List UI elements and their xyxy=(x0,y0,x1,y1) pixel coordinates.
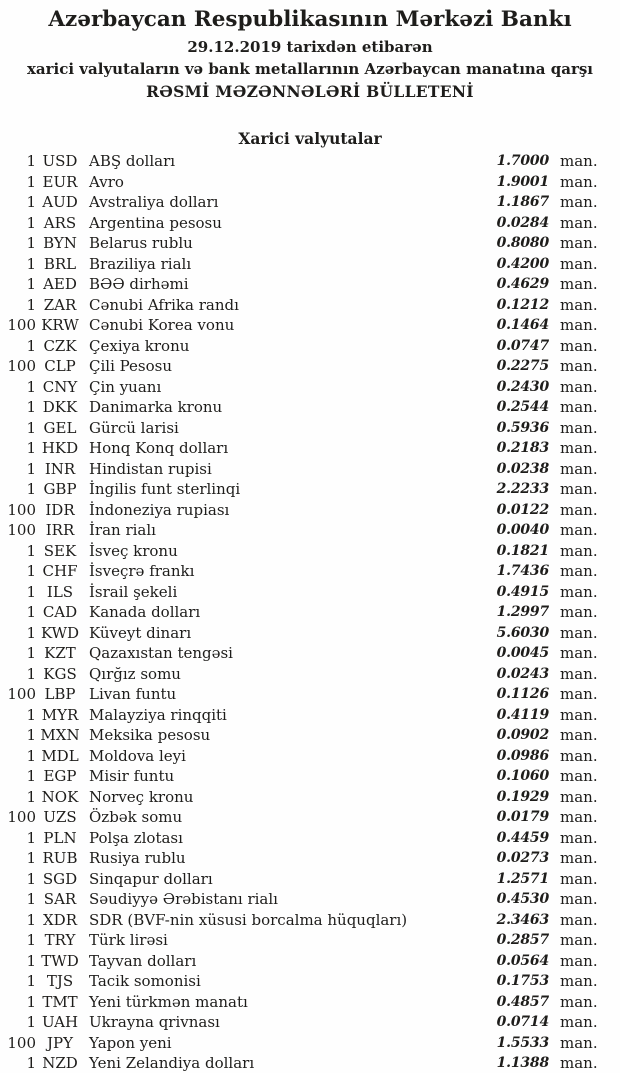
currency-unit: man. xyxy=(560,705,598,724)
bank-title: Azərbaycan Respublikasının Mərkəzi Bankı xyxy=(48,7,572,32)
currency-row xyxy=(6,828,598,849)
currency-row xyxy=(6,377,598,398)
currency-unit: man. xyxy=(560,603,598,622)
currency-code: TWD xyxy=(41,951,79,970)
currency-quantity: 100 xyxy=(7,685,36,704)
currency-code: EUR xyxy=(42,172,78,191)
currency-code: GBP xyxy=(43,480,77,499)
currency-code: AUD xyxy=(42,193,78,212)
currency-unit: man. xyxy=(560,357,598,376)
currency-rate: 0.0564 xyxy=(496,952,549,969)
currency-quantity: 1 xyxy=(26,951,36,970)
currency-quantity: 1 xyxy=(26,377,36,396)
currency-row xyxy=(6,889,598,910)
currency-rate: 0.5936 xyxy=(496,419,549,436)
currency-quantity: 1 xyxy=(26,992,36,1011)
currency-row xyxy=(6,848,598,869)
currency-code: CLP xyxy=(44,357,76,376)
currency-quantity: 1 xyxy=(26,767,36,786)
currency-code: XDR xyxy=(43,910,77,929)
currency-row xyxy=(6,623,598,644)
currency-unit: man. xyxy=(560,931,598,950)
currency-name: Səudiyyə Ərəbistanı rialı xyxy=(89,890,278,909)
currency-rate: 0.1126 xyxy=(496,686,549,703)
currency-name: Livan funtu xyxy=(89,685,177,704)
currency-rate: 0.1821 xyxy=(496,542,549,559)
currency-name: Yeni Zelandiya dolları xyxy=(89,1054,255,1073)
currency-name: İsveçrə frankı xyxy=(89,562,195,581)
currency-quantity: 100 xyxy=(7,521,36,540)
currency-quantity: 1 xyxy=(26,828,36,847)
currency-rate: 0.0284 xyxy=(496,214,549,231)
currency-row xyxy=(6,213,598,234)
currency-rate: 0.0986 xyxy=(496,747,549,764)
currency-quantity: 1 xyxy=(26,623,36,642)
currency-name: Özbək somu xyxy=(89,808,183,827)
currency-code: KWD xyxy=(40,623,80,642)
currency-code: PLN xyxy=(43,828,77,847)
currency-name: Yeni türkmən manatı xyxy=(89,992,248,1011)
currency-code: NOK xyxy=(41,787,79,806)
currency-quantity: 1 xyxy=(26,1013,36,1032)
currency-name: Hindistan rupisi xyxy=(89,459,212,478)
currency-code: RUB xyxy=(42,849,78,868)
currency-unit: man. xyxy=(560,623,598,642)
currency-rate: 1.5533 xyxy=(496,1034,549,1051)
currency-code: CNY xyxy=(42,377,78,396)
currency-code: ARS xyxy=(43,213,77,232)
currency-row xyxy=(6,787,598,808)
currency-quantity: 1 xyxy=(26,193,36,212)
currency-unit: man. xyxy=(560,869,598,888)
currency-row xyxy=(6,766,598,787)
currency-row xyxy=(6,479,598,500)
currency-code: IRR xyxy=(45,521,75,540)
currency-row xyxy=(6,151,598,172)
currency-code: USD xyxy=(42,152,78,171)
currency-rate: 0.8080 xyxy=(496,235,549,252)
currency-rate: 0.0040 xyxy=(496,522,549,539)
currency-code: KZT xyxy=(44,644,76,663)
currency-name: İran rialı xyxy=(89,521,156,540)
currency-name: Ukrayna qrivnası xyxy=(89,1013,220,1032)
currency-name: İsrail şekeli xyxy=(89,582,178,601)
currency-code: EGP xyxy=(43,767,77,786)
currency-code: SAR xyxy=(43,890,77,909)
currency-code: SEK xyxy=(43,541,77,560)
currency-unit: man. xyxy=(560,459,598,478)
currency-name: Kanada dolları xyxy=(89,603,201,622)
currency-unit: man. xyxy=(560,521,598,540)
currency-unit: man. xyxy=(560,910,598,929)
currency-row xyxy=(6,1012,598,1033)
currency-row xyxy=(6,807,598,828)
currency-unit: man. xyxy=(560,316,598,335)
currency-unit: man. xyxy=(560,254,598,273)
currency-name: Çin yuanı xyxy=(89,377,162,396)
currency-quantity: 1 xyxy=(26,787,36,806)
currency-name: ABŞ dolları xyxy=(89,152,176,171)
currency-rate: 0.4629 xyxy=(496,276,549,293)
currency-quantity: 1 xyxy=(26,890,36,909)
currency-unit: man. xyxy=(560,234,598,253)
currency-rate: 0.2857 xyxy=(496,932,549,949)
currency-quantity: 100 xyxy=(7,1033,36,1052)
currency-name: İndoneziya rupiası xyxy=(89,500,230,519)
currency-code: IDR xyxy=(45,500,75,519)
currency-code: JPY xyxy=(46,1033,73,1052)
currency-row xyxy=(6,582,598,603)
currency-row xyxy=(6,233,598,254)
currency-row xyxy=(6,1053,598,1073)
currency-row xyxy=(6,602,598,623)
currency-code: HKD xyxy=(41,439,79,458)
currency-rate: 0.0747 xyxy=(496,337,549,354)
currency-rate: 0.0179 xyxy=(496,809,549,826)
currency-row xyxy=(6,664,598,685)
currency-name: Küveyt dinarı xyxy=(89,623,192,642)
currency-name: Rusiya rublu xyxy=(89,849,186,868)
currency-unit: man. xyxy=(560,685,598,704)
currency-row xyxy=(6,336,598,357)
currency-name: Braziliya rialı xyxy=(89,254,192,273)
currency-row xyxy=(6,561,598,582)
currency-quantity: 1 xyxy=(26,931,36,950)
currency-code: MXN xyxy=(40,726,80,745)
currency-row xyxy=(6,274,598,295)
currency-quantity: 1 xyxy=(26,1054,36,1073)
currency-unit: man. xyxy=(560,890,598,909)
currency-row xyxy=(6,192,598,213)
currency-unit: man. xyxy=(560,500,598,519)
currency-name: İngilis funt sterlinqi xyxy=(89,480,241,499)
currency-name: Meksika pesosu xyxy=(89,726,211,745)
currency-code: TRY xyxy=(44,931,76,950)
currency-name: Norveç kronu xyxy=(89,787,194,806)
currency-row xyxy=(6,910,598,931)
currency-quantity: 1 xyxy=(26,254,36,273)
currency-code: MDL xyxy=(41,746,79,765)
currency-quantity: 100 xyxy=(7,357,36,376)
currency-quantity: 100 xyxy=(7,316,36,335)
currency-unit: man. xyxy=(560,275,598,294)
currency-unit: man. xyxy=(560,746,598,765)
bulletin-header xyxy=(0,0,620,103)
currency-rate: 1.9001 xyxy=(496,173,549,190)
currency-rate: 0.4459 xyxy=(496,829,549,846)
currency-rate: 1.7000 xyxy=(496,153,549,170)
currency-quantity: 1 xyxy=(26,295,36,314)
currency-code: DKK xyxy=(42,398,78,417)
currency-quantity: 1 xyxy=(26,398,36,417)
currency-unit: man. xyxy=(560,172,598,191)
currency-unit: man. xyxy=(560,193,598,212)
currency-code: TJS xyxy=(46,972,74,991)
currency-row xyxy=(6,971,598,992)
currency-row xyxy=(6,418,598,439)
currency-quantity: 1 xyxy=(26,336,36,355)
currency-code: TMT xyxy=(42,992,78,1011)
currency-quantity: 1 xyxy=(26,275,36,294)
currency-row xyxy=(6,438,598,459)
currency-unit: man. xyxy=(560,1054,598,1073)
currency-row xyxy=(6,397,598,418)
currency-unit: man. xyxy=(560,726,598,745)
currency-code: GEL xyxy=(43,418,77,437)
currency-name: Tayvan dolları xyxy=(89,951,197,970)
currency-name: SDR (BVF-nin xüsusi borcalma hüquqları) xyxy=(89,910,408,929)
currency-row xyxy=(6,643,598,664)
currency-quantity: 1 xyxy=(26,480,36,499)
currency-name: Sinqapur dolları xyxy=(89,869,213,888)
currency-code: SGD xyxy=(42,869,78,888)
currency-rate: 0.1212 xyxy=(496,296,549,313)
currency-unit: man. xyxy=(560,828,598,847)
currency-rate: 2.2233 xyxy=(496,481,549,498)
currency-row xyxy=(6,930,598,951)
currency-rate: 0.0273 xyxy=(496,850,549,867)
currency-unit: man. xyxy=(560,480,598,499)
currency-code: ZAR xyxy=(43,295,77,314)
currency-row xyxy=(6,459,598,480)
currency-quantity: 1 xyxy=(26,234,36,253)
currency-rate: 1.7436 xyxy=(496,563,549,580)
currency-name: Argentina pesosu xyxy=(89,213,222,232)
currency-code: LBP xyxy=(44,685,76,704)
currency-name: Tacik somonisi xyxy=(89,972,201,991)
currency-rates-table xyxy=(0,151,620,1073)
currency-quantity: 1 xyxy=(26,562,36,581)
bulletin-title: RƏSMİ MƏZƏNNƏLƏRİ BÜLLETENİ xyxy=(146,82,474,101)
currency-code: KGS xyxy=(43,664,77,683)
currency-row xyxy=(6,746,598,767)
currency-rate: 0.2430 xyxy=(496,378,549,395)
currency-name: Moldova leyi xyxy=(89,746,186,765)
currency-rate: 0.4119 xyxy=(496,706,549,723)
currency-quantity: 1 xyxy=(26,418,36,437)
currency-unit: man. xyxy=(560,439,598,458)
currency-unit: man. xyxy=(560,644,598,663)
currency-name: Polşa zlotası xyxy=(89,828,183,847)
currency-unit: man. xyxy=(560,992,598,1011)
currency-quantity: 100 xyxy=(7,500,36,519)
currency-quantity: 1 xyxy=(26,705,36,724)
currency-name: Honq Konq dolları xyxy=(89,439,229,458)
currency-row xyxy=(6,541,598,562)
currency-rate: 0.1464 xyxy=(496,317,549,334)
currency-unit: man. xyxy=(560,541,598,560)
currency-name: Qazaxıstan tengəsi xyxy=(89,644,233,663)
currency-row xyxy=(6,725,598,746)
currency-code: CHF xyxy=(42,562,78,581)
currency-rate: 1.1867 xyxy=(496,194,549,211)
currency-quantity: 1 xyxy=(26,869,36,888)
currency-rate: 0.2275 xyxy=(496,358,549,375)
currency-unit: man. xyxy=(560,582,598,601)
currency-quantity: 1 xyxy=(26,910,36,929)
currency-name: İsveç kronu xyxy=(89,541,178,560)
currency-unit: man. xyxy=(560,787,598,806)
currency-rate: 1.2997 xyxy=(496,604,549,621)
currency-quantity: 1 xyxy=(26,172,36,191)
currency-quantity: 1 xyxy=(26,541,36,560)
currency-row xyxy=(6,520,598,541)
bulletin-subtitle: xarici valyutaların və bank metallarının Azərbaycan manatına qarşı xyxy=(26,60,594,78)
currency-code: NZD xyxy=(42,1054,78,1073)
currency-row xyxy=(6,705,598,726)
currency-quantity: 1 xyxy=(26,664,36,683)
currency-row xyxy=(6,684,598,705)
currency-code: BYN xyxy=(43,234,77,253)
currency-unit: man. xyxy=(560,849,598,868)
currency-unit: man. xyxy=(560,336,598,355)
currency-rate: 1.2571 xyxy=(496,870,549,887)
currency-rate: 0.4915 xyxy=(496,583,549,600)
currency-rate: 0.0238 xyxy=(496,460,549,477)
currency-rate: 1.1388 xyxy=(496,1055,549,1072)
currency-quantity: 1 xyxy=(26,746,36,765)
currency-name: Avro xyxy=(89,172,124,191)
currency-unit: man. xyxy=(560,972,598,991)
currency-row xyxy=(6,172,598,193)
effective-date-line: 29.12.2019 tarixdən etibarən xyxy=(187,38,433,56)
currency-unit: man. xyxy=(560,152,598,171)
currency-rate: 0.0902 xyxy=(496,727,549,744)
currency-name: Yapon yeni xyxy=(89,1033,172,1052)
currency-quantity: 1 xyxy=(26,439,36,458)
currency-name: Cənubi Afrika randı xyxy=(89,295,239,314)
currency-name: Danimarka kronu xyxy=(89,398,223,417)
currency-row xyxy=(6,500,598,521)
currency-code: MYR xyxy=(41,705,79,724)
section-title-foreign-currencies: Xarici valyutalar xyxy=(238,129,382,148)
currency-quantity: 1 xyxy=(26,849,36,868)
currency-name: Cənubi Korea vonu xyxy=(89,316,235,335)
currency-quantity: 1 xyxy=(26,152,36,171)
currency-name: Qırğız somu xyxy=(89,664,181,683)
currency-name: Malayziya rinqqiti xyxy=(89,705,227,724)
currency-row xyxy=(6,254,598,275)
currency-code: ILS xyxy=(46,582,74,601)
currency-code: AED xyxy=(43,275,77,294)
currency-rate: 0.2183 xyxy=(496,440,549,457)
currency-rate: 0.4200 xyxy=(496,255,549,272)
currency-rate: 0.4530 xyxy=(496,891,549,908)
currency-code: UZS xyxy=(43,808,77,827)
currency-unit: man. xyxy=(560,664,598,683)
currency-rate: 0.0045 xyxy=(496,645,549,662)
currency-unit: man. xyxy=(560,951,598,970)
currency-name: BƏƏ dirhəmi xyxy=(89,275,189,294)
currency-rate: 0.4857 xyxy=(496,993,549,1010)
currency-quantity: 1 xyxy=(26,726,36,745)
currency-unit: man. xyxy=(560,767,598,786)
currency-unit: man. xyxy=(560,377,598,396)
currency-name: Belarus rublu xyxy=(89,234,193,253)
currency-unit: man. xyxy=(560,295,598,314)
currency-code: KRW xyxy=(41,316,79,335)
currency-name: Avstraliya dolları xyxy=(89,193,219,212)
currency-rate: 0.0714 xyxy=(496,1014,549,1031)
currency-rate: 0.2544 xyxy=(496,399,549,416)
currency-row xyxy=(6,315,598,336)
currency-name: Çexiya kronu xyxy=(89,336,190,355)
currency-rate: 5.6030 xyxy=(496,624,549,641)
currency-quantity: 1 xyxy=(26,582,36,601)
currency-code: INR xyxy=(44,459,76,478)
currency-name: Misir funtu xyxy=(89,767,175,786)
currency-quantity: 1 xyxy=(26,972,36,991)
currency-code: BRL xyxy=(43,254,77,273)
currency-code: CZK xyxy=(43,336,77,355)
currency-unit: man. xyxy=(560,418,598,437)
currency-unit: man. xyxy=(560,398,598,417)
currency-rate: 0.1753 xyxy=(496,973,549,990)
currency-unit: man. xyxy=(560,1033,598,1052)
currency-rate: 0.0243 xyxy=(496,665,549,682)
currency-rate: 0.1929 xyxy=(496,788,549,805)
currency-rate: 0.0122 xyxy=(496,501,549,518)
currency-row xyxy=(6,295,598,316)
currency-row xyxy=(6,869,598,890)
currency-unit: man. xyxy=(560,213,598,232)
currency-unit: man. xyxy=(560,1013,598,1032)
currency-quantity: 1 xyxy=(26,644,36,663)
currency-name: Gürcü larisi xyxy=(89,418,179,437)
currency-row xyxy=(6,992,598,1013)
currency-unit: man. xyxy=(560,808,598,827)
currency-quantity: 1 xyxy=(26,603,36,622)
currency-code: UAH xyxy=(41,1013,79,1032)
currency-row xyxy=(6,356,598,377)
currency-rate: 2.3463 xyxy=(496,911,549,928)
currency-row xyxy=(6,1033,598,1054)
currency-code: CAD xyxy=(42,603,78,622)
currency-name: Türk lirəsi xyxy=(89,931,168,950)
currency-rate: 0.1060 xyxy=(496,768,549,785)
currency-quantity: 1 xyxy=(26,459,36,478)
currency-quantity: 100 xyxy=(7,808,36,827)
currency-quantity: 1 xyxy=(26,213,36,232)
currency-unit: man. xyxy=(560,562,598,581)
currency-row xyxy=(6,951,598,972)
currency-name: Çili Pesosu xyxy=(89,357,173,376)
